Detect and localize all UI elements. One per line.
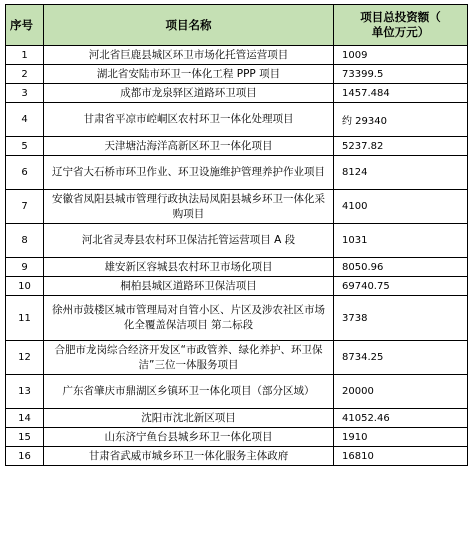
row-amount: 1457.484: [334, 84, 468, 103]
header-total-investment-line2: 单位万元）: [371, 25, 430, 39]
table-row: [6, 46, 468, 65]
row-project-name: 河北省灵寿县农村环卫保洁托管运营项目 A 段: [44, 224, 334, 258]
row-amount: 1009: [334, 46, 468, 65]
table-row: [6, 65, 468, 84]
row-amount: 1031: [334, 224, 468, 258]
row-project-name: 广东省肇庆市鼎湖区乡镇环卫一体化项目（部分区域）: [44, 375, 334, 409]
table-row: [6, 84, 468, 103]
table-row: [6, 190, 468, 224]
row-amount: 16810: [334, 447, 468, 466]
row-index: 8: [6, 224, 44, 258]
row-amount: 5237.82: [334, 137, 468, 156]
table-row: [6, 137, 468, 156]
table-row: [6, 156, 468, 190]
row-project-name: 合肥市龙岗综合经济开发区“市政管养、绿化养护、环卫保洁”三位一体服务项目: [44, 341, 334, 375]
row-index: 13: [6, 375, 44, 409]
row-index: 14: [6, 409, 44, 428]
row-index: 6: [6, 156, 44, 190]
row-amount: 1910: [334, 428, 468, 447]
row-project-name: 辽宁省大石桥市环卫作业、环卫设施维护管理养护作业项目: [44, 156, 334, 190]
row-project-name: 山东济宁鱼台县城乡环卫一体化项目: [44, 428, 334, 447]
row-index: 7: [6, 190, 44, 224]
row-amount: 69740.75: [334, 277, 468, 296]
row-index: 9: [6, 258, 44, 277]
table-row: [6, 375, 468, 409]
row-index: 11: [6, 296, 44, 341]
row-amount: 8124: [334, 156, 468, 190]
header-index: 序号: [6, 5, 44, 46]
row-amount: 4100: [334, 190, 468, 224]
header-project-name: 项目名称: [44, 5, 334, 46]
table-row: [6, 258, 468, 277]
row-amount: 20000: [334, 375, 468, 409]
row-project-name: 雄安新区容城县农村环卫市场化项目: [44, 258, 334, 277]
row-index: 5: [6, 137, 44, 156]
row-amount: 8734.25: [334, 341, 468, 375]
table-row: [6, 447, 468, 466]
table-header-row: [6, 5, 468, 46]
header-total-investment-line1: 项目总投资额（: [360, 10, 441, 24]
table-row: [6, 409, 468, 428]
row-amount: 73399.5: [334, 65, 468, 84]
row-project-name: 湖北省安陆市环卫一体化工程 PPP 项目: [44, 65, 334, 84]
table-row: [6, 428, 468, 447]
row-index: 12: [6, 341, 44, 375]
row-project-name: 安徽省凤阳县城市管理行政执法局凤阳县城乡环卫一体化采购项目: [44, 190, 334, 224]
row-index: 16: [6, 447, 44, 466]
investment-table-container: [5, 4, 467, 466]
row-amount: 41052.46: [334, 409, 468, 428]
row-project-name: 甘肃省平凉市崆峒区农村环卫一体化处理项目: [44, 103, 334, 137]
row-project-name: 桐柏县城区道路环卫保洁项目: [44, 277, 334, 296]
row-amount: 约 29340: [334, 103, 468, 137]
row-amount: 3738: [334, 296, 468, 341]
table-row: [6, 296, 468, 341]
row-index: 3: [6, 84, 44, 103]
row-index: 15: [6, 428, 44, 447]
row-project-name: 天津塘沽海洋高新区环卫一体化项目: [44, 137, 334, 156]
row-project-name: 沈阳市沈北新区项目: [44, 409, 334, 428]
row-index: 10: [6, 277, 44, 296]
row-index: 1: [6, 46, 44, 65]
investment-table: [5, 4, 468, 466]
table-row: [6, 341, 468, 375]
row-index: 2: [6, 65, 44, 84]
table-row: [6, 224, 468, 258]
row-project-name: 徐州市鼓楼区城市管理局对自管小区、片区及涉农社区市场化全覆盖保洁项目 第二标段: [44, 296, 334, 341]
row-amount: 8050.96: [334, 258, 468, 277]
table-row: [6, 103, 468, 137]
header-total-investment: [334, 5, 468, 46]
row-project-name: 成都市龙泉驿区道路环卫项目: [44, 84, 334, 103]
row-project-name: 河北省巨鹿县城区环卫市场化托管运营项目: [44, 46, 334, 65]
row-index: 4: [6, 103, 44, 137]
row-project-name: 甘肃省武威市城乡环卫一体化服务主体政府: [44, 447, 334, 466]
table-row: [6, 277, 468, 296]
